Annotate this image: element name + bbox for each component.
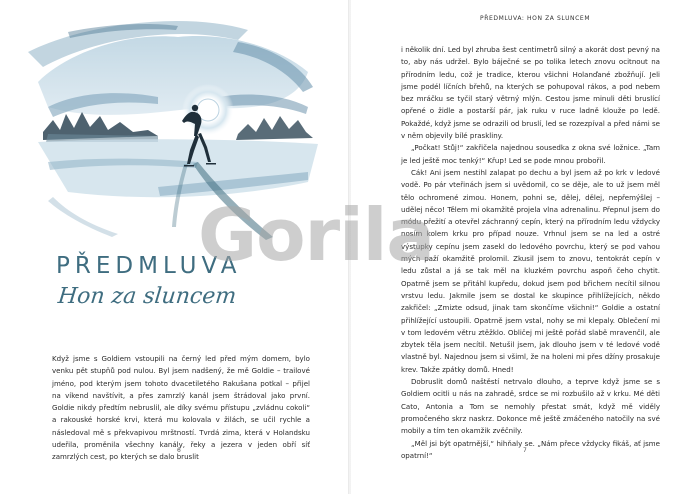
left-page-body [52,353,310,464]
chapter-subtitle: Hon za sluncem [56,284,238,309]
paragraph: Když jsme s Goldiem vstoupili na černý led před mým domem, bylo venku pět stupňů pod nulou. Byl jsem nadšený, že mě Goldie – trailové jméno, pod kterým jsem tohoto dvacetiletého Rakušana potkal – přijel na víkend navštívit, a přes zamrzlý kanál jsem štrádoval jako první. Goldie nikdy předtím nebruslil, ale díky svému přístupu „zvládnu cokoli“ a rakouské horské krvi, která mu kolovala v žilách, se učil rychle a následoval mě s překvapivou mrštností. Tvrdá zima, která v Holandsku udeřila, proměnila všechny kanály, řeky a jezera v jeden obří síť zamrzlých cest, po kterých se dalo bruslit [52,354,310,462]
paragraph: Cák! Ani jsem nestihl zalapat po dechu a byl jsem až po krk v ledové vodě. Po pár vteřinách jsem si uvědomil, co se děje, ale to už jsem měl tělo ochromené zimou. Honem, pohni se, dělej, dělej, nepřemýšlej – udělej něco! Tělem mi okamžitě projela vlna adrenalinu. Přepnul jsem do módu přežití a otevřel záchranný cepín, který na přírodním ledu vždycky nosím kolem krku pro případ nouze. Vrhnul jsem se na led a ostré výstupky cepínu jsem zasekl do ledového povrchu, který se pod vahou mých paží okamžitě prolomil. Zkusil jsem to znovu, tentokrát cepín v ledu zůstal a já se tak měl na kluzkém povrchu aspoň čeho chytit. Opatrně jsem se přitáhl kupředu, dokud jsem pod břichem necítil silnou vrstvu ledu. Jakmile jsem se dostal ke skupince přihlížejících, někdo zakřičel: „Zmizte odsud, jinak tam skončíme všichni!“ Goldie a ostatní přihlížející ustoupili. Opatrně jsem vstal, nohy se mi klepaly. Oblečení mi v tom ledovém větru ztěžklo. Obličej mi ještě pořád slabě mravenčil, ale zbytek těla jsem necítil. Netušil jsem, jak dlouho jsem v té ledové vodě vlastně byl. Najednou jsem si všiml, že na holeni mi přes džíny prosakuje krev. Takže zpátky domů. Hned! [401,167,660,374]
paragraph: „Měl jsi být opatrnější,“ hihňaly se. „Nám přece vždycky fikáš, ať jsme opatrní!“ [401,438,660,460]
page-number-right: 7 [523,447,527,454]
paragraph: Dobruslit domů naštěstí netrvalo dlouho, a teprve když jsme se s Goldiem ocitli u nás na zahradě, srdce se mi rozbušilo až v krku. Mé děti Cato, Antonia a Tom se nemohly přestat smát, když mě viděly promočeného skrz naskrz. Dokonce mě ještě zmáčeného natočily na své mobily a tím ten okamžik zvěčnily. [401,377,660,436]
paragraph: i několik dní. Led byl zhruba šest centimetrů silný a akorát dost pevný na to, aby nás udržel. Bylo báječné se po tolika letech znovu ocitnout na přírodním ledu, což je tradice, kterou všichni Holanďané zbožňují. Jeli jsme podél líčních břehů, na kterých se pohupoval rákos, a pod nebem bez mráčku se tyčil starý větrný mlýn. Cestou jsme minuli děti bruslící opřené o židle a postarší pár, jak ruku v ruce ladně klouže po ledě. Pokaždé, když jsme se odrazili od bruslí, led se rozezpíval a před námi se v něm objevily bílé praskliny. [401,45,660,141]
running-head: PŘEDMLUVA: HON ZA SLUNCEM [480,15,591,22]
publisher-watermark: Gorila [198,193,435,277]
chapter-title: PŘEDMLUVA [56,253,242,279]
paragraph: „Počkat! Stůj!“ zakřičela najednou sousedka z okna své ložnice. „Tam je led ještě moc tenký!“ Křup! Led se pode mnou probořil. [401,143,660,165]
page-number-left: 6 [177,447,181,454]
right-page-body [401,44,660,462]
